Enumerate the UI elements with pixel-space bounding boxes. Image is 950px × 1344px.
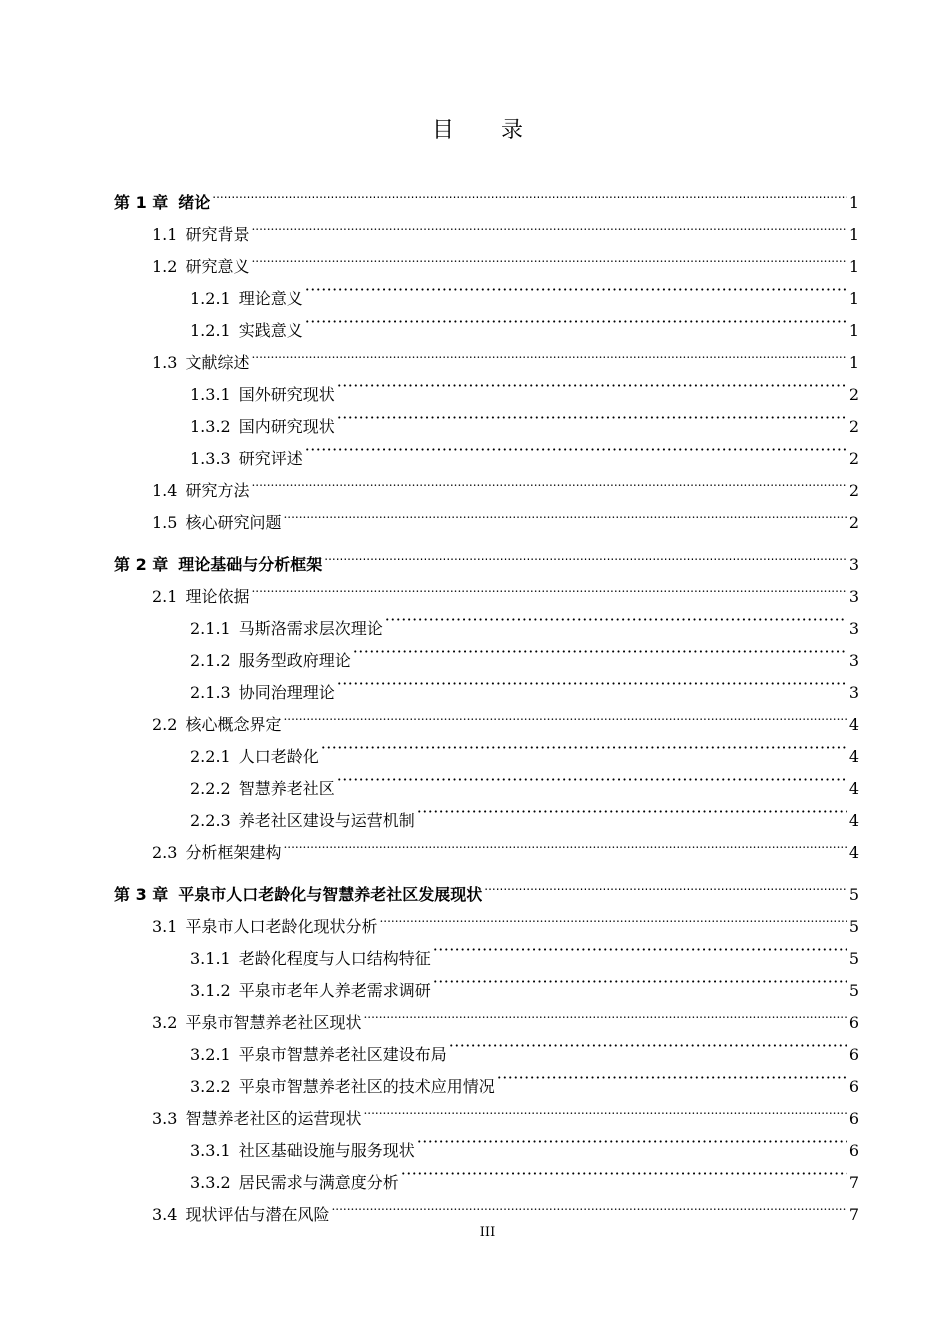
toc-dot-leader bbox=[251, 466, 846, 496]
toc-entry-page: 3 bbox=[848, 683, 859, 702]
toc-dot-leader bbox=[337, 764, 847, 794]
toc-dot-leader bbox=[251, 338, 846, 368]
toc-dot-leader bbox=[497, 1062, 847, 1092]
toc-entry-number: 1.2.1 bbox=[190, 289, 231, 308]
toc-entry-title: 老龄化程度与人口结构特征 bbox=[238, 949, 431, 968]
toc-entry-title: 核心概念界定 bbox=[185, 715, 282, 734]
toc-entry-1-4[interactable] bbox=[152, 466, 859, 500]
toc-entry-3-2-2[interactable] bbox=[190, 1062, 859, 1096]
toc-dot-leader bbox=[251, 572, 846, 602]
toc-entry-title: 社区基础设施与服务现状 bbox=[238, 1141, 415, 1160]
toc-entry-title: 分析框架建构 bbox=[185, 843, 282, 862]
toc-entry-3-2-1[interactable] bbox=[190, 1030, 859, 1064]
toc-entry-2-1-3[interactable] bbox=[190, 668, 859, 702]
toc-entry-page: 4 bbox=[848, 747, 859, 766]
toc-entry-title: 居民需求与满意度分析 bbox=[238, 1173, 399, 1192]
toc-entry-number: 2.2 bbox=[152, 715, 178, 734]
toc-dot-leader bbox=[251, 210, 846, 240]
toc-entry-number: 2.3 bbox=[152, 843, 178, 862]
toc-entry-title: 绪论 bbox=[178, 193, 211, 212]
toc-entry-title: 智慧养老社区的运营现状 bbox=[185, 1109, 362, 1128]
toc-entry-3-3-2[interactable] bbox=[190, 1158, 859, 1192]
toc-entry-page: 1 bbox=[848, 193, 859, 212]
toc-entry-title: 平泉市智慧养老社区的技术应用情况 bbox=[238, 1077, 495, 1096]
toc-dot-leader bbox=[337, 668, 847, 698]
toc-entry-number: 1.3.1 bbox=[190, 385, 231, 404]
toc-entry-title: 马斯洛需求层次理论 bbox=[238, 619, 383, 638]
toc-entry-title: 文献综述 bbox=[185, 353, 250, 372]
toc-entry-number: 1.5 bbox=[152, 513, 178, 532]
toc-entry-3-1-2[interactable] bbox=[190, 966, 859, 1000]
toc-entry-page: 5 bbox=[848, 917, 859, 936]
toc-dot-leader bbox=[417, 796, 847, 826]
toc-entry-page: 6 bbox=[848, 1141, 859, 1160]
toc-entry-number: 3.3.2 bbox=[190, 1173, 231, 1192]
toc-dot-leader bbox=[251, 242, 846, 272]
toc-entry-number: 3.1.2 bbox=[190, 981, 231, 1000]
page-number-footer: III bbox=[479, 1225, 496, 1240]
toc-entry-page: 2 bbox=[848, 417, 859, 436]
toc-dot-leader bbox=[305, 306, 847, 336]
toc-entry-number: 2.1.1 bbox=[190, 619, 231, 638]
toc-entry-number: 2.1.2 bbox=[190, 651, 231, 670]
toc-dot-leader bbox=[379, 902, 846, 932]
toc-entry-第2章[interactable] bbox=[114, 540, 859, 574]
toc-entry-2-2-3[interactable] bbox=[190, 796, 859, 830]
toc-entry-number: 1.3.2 bbox=[190, 417, 231, 436]
toc-entry-page: 1 bbox=[848, 257, 859, 276]
toc-entry-title: 国外研究现状 bbox=[238, 385, 335, 404]
toc-entry-number: 2.2.1 bbox=[190, 747, 231, 766]
toc-entry-3-4[interactable] bbox=[152, 1190, 859, 1224]
toc-entry-1-3-2[interactable] bbox=[190, 402, 859, 436]
toc-entry-number: 3.4 bbox=[152, 1205, 178, 1224]
toc-entry-page: 4 bbox=[848, 843, 859, 862]
toc-entry-page: 7 bbox=[848, 1205, 859, 1224]
toc-dot-leader bbox=[401, 1158, 847, 1188]
toc-entry-page: 4 bbox=[848, 811, 859, 830]
toc-entry-title: 核心研究问题 bbox=[185, 513, 282, 532]
toc-entry-title: 理论意义 bbox=[238, 289, 303, 308]
toc-entry-number: 3.3 bbox=[152, 1109, 178, 1128]
toc-entry-title: 国内研究现状 bbox=[238, 417, 335, 436]
toc-entry-1-3[interactable] bbox=[152, 338, 859, 372]
toc-dot-leader bbox=[331, 1190, 846, 1220]
toc-dot-leader bbox=[363, 1094, 846, 1124]
toc-entry-2-1[interactable] bbox=[152, 572, 859, 606]
toc-entry-page: 4 bbox=[848, 779, 859, 798]
toc-entry-title: 养老社区建设与运营机制 bbox=[238, 811, 415, 830]
toc-dot-leader bbox=[283, 498, 846, 528]
toc-entry-number: 第 3 章 bbox=[114, 885, 169, 904]
toc-entry-title: 理论依据 bbox=[185, 587, 250, 606]
toc-entry-title: 服务型政府理论 bbox=[238, 651, 351, 670]
toc-entry-page: 6 bbox=[848, 1109, 859, 1128]
toc-dot-leader bbox=[449, 1030, 847, 1060]
toc-entry-title: 现状评估与潜在风险 bbox=[185, 1205, 330, 1224]
toc-entry-page: 1 bbox=[848, 289, 859, 308]
toc-entry-number: 3.3.1 bbox=[190, 1141, 231, 1160]
toc-dot-leader bbox=[337, 402, 847, 432]
toc-entry-2-2-1[interactable] bbox=[190, 732, 859, 766]
toc-entry-number: 1.3 bbox=[152, 353, 178, 372]
toc-entry-page: 1 bbox=[848, 321, 859, 340]
toc-dot-leader bbox=[484, 870, 847, 900]
toc-entry-page: 3 bbox=[848, 555, 859, 574]
toc-entry-page: 5 bbox=[848, 949, 859, 968]
toc-entry-number: 3.1.1 bbox=[190, 949, 231, 968]
toc-dot-leader bbox=[433, 934, 847, 964]
toc-entry-title: 实践意义 bbox=[238, 321, 303, 340]
toc-entry-number: 2.2.2 bbox=[190, 779, 231, 798]
toc-entry-1-1[interactable] bbox=[152, 210, 859, 244]
toc-entry-2-3[interactable] bbox=[152, 828, 859, 862]
toc-entry-page: 3 bbox=[848, 587, 859, 606]
toc-entry-page: 3 bbox=[848, 619, 859, 638]
toc-entry-page: 4 bbox=[848, 715, 859, 734]
toc-dot-leader bbox=[324, 540, 847, 570]
toc-entry-page: 6 bbox=[848, 1045, 859, 1064]
toc-entry-number: 2.2.3 bbox=[190, 811, 231, 830]
toc-entry-2-1-1[interactable] bbox=[190, 604, 859, 638]
toc-entry-page: 2 bbox=[848, 449, 859, 468]
toc-entry-1-2-1[interactable] bbox=[190, 274, 859, 308]
toc-dot-leader bbox=[337, 370, 847, 400]
toc-entry-page: 2 bbox=[848, 513, 859, 532]
toc-entry-number: 1.2 bbox=[152, 257, 178, 276]
toc-entry-number: 3.2.1 bbox=[190, 1045, 231, 1064]
toc-entry-title: 研究方法 bbox=[185, 481, 250, 500]
toc-entry-title: 理论基础与分析框架 bbox=[178, 555, 323, 574]
toc-entry-page: 3 bbox=[848, 651, 859, 670]
toc-dot-leader bbox=[283, 828, 846, 858]
toc-dot-leader bbox=[305, 274, 847, 304]
toc-entry-2-2[interactable] bbox=[152, 700, 859, 734]
toc-entry-title: 平泉市人口老龄化与智慧养老社区发展现状 bbox=[178, 885, 483, 904]
toc-entry-page: 7 bbox=[848, 1173, 859, 1192]
toc-dot-leader bbox=[321, 732, 847, 762]
toc-entry-number: 2.1.3 bbox=[190, 683, 231, 702]
toc-entry-3-3-1[interactable] bbox=[190, 1126, 859, 1160]
toc-entry-number: 第 2 章 bbox=[114, 555, 169, 574]
toc-entry-page: 2 bbox=[848, 385, 859, 404]
toc-dot-leader bbox=[363, 998, 846, 1028]
toc-entry-3-2[interactable] bbox=[152, 998, 859, 1032]
toc-entry-1-3-1[interactable] bbox=[190, 370, 859, 404]
toc-entry-3-3[interactable] bbox=[152, 1094, 859, 1128]
toc-entry-number: 3.2 bbox=[152, 1013, 178, 1032]
toc-entry-1-5[interactable] bbox=[152, 498, 859, 532]
toc-entry-number: 3.1 bbox=[152, 917, 178, 936]
toc-entry-page: 5 bbox=[848, 885, 859, 904]
toc-entry-number: 1.3.3 bbox=[190, 449, 231, 468]
toc-dot-leader bbox=[385, 604, 847, 634]
toc-entry-number: 2.1 bbox=[152, 587, 178, 606]
toc-dot-leader bbox=[283, 700, 846, 730]
toc-entry-3-1-1[interactable] bbox=[190, 934, 859, 968]
toc-entry-title: 平泉市人口老龄化现状分析 bbox=[185, 917, 378, 936]
toc-entry-第3章[interactable] bbox=[114, 870, 859, 904]
toc-entry-3-1[interactable] bbox=[152, 902, 859, 936]
toc-entry-page: 5 bbox=[848, 981, 859, 1000]
toc-entry-number: 1.2.1 bbox=[190, 321, 231, 340]
toc-entry-page: 1 bbox=[848, 225, 859, 244]
toc-entry-title: 平泉市智慧养老社区现状 bbox=[185, 1013, 362, 1032]
toc-entry-title: 研究背景 bbox=[185, 225, 250, 244]
toc-entry-title: 人口老龄化 bbox=[238, 747, 319, 766]
toc-entry-title: 平泉市老年人养老需求调研 bbox=[238, 981, 431, 1000]
toc-entry-1-3-3[interactable] bbox=[190, 434, 859, 468]
toc-entry-title: 研究意义 bbox=[185, 257, 250, 276]
toc-entry-第1章[interactable] bbox=[114, 178, 859, 212]
toc-entry-title: 研究评述 bbox=[238, 449, 303, 468]
toc-entry-page: 6 bbox=[848, 1077, 859, 1096]
page-title: 目 录 bbox=[432, 118, 543, 143]
toc-entry-page: 2 bbox=[848, 481, 859, 500]
toc-dot-leader bbox=[212, 178, 847, 208]
toc-entry-title: 智慧养老社区 bbox=[238, 779, 335, 798]
toc-entry-page: 6 bbox=[848, 1013, 859, 1032]
toc-entry-number: 1.1 bbox=[152, 225, 178, 244]
toc-entry-number: 1.4 bbox=[152, 481, 178, 500]
toc-dot-leader bbox=[353, 636, 847, 666]
toc-dot-leader bbox=[417, 1126, 847, 1156]
toc-dot-leader bbox=[433, 966, 847, 996]
toc-entry-2-1-2[interactable] bbox=[190, 636, 859, 670]
toc-entry-number: 3.2.2 bbox=[190, 1077, 231, 1096]
toc-entry-1-2-1[interactable] bbox=[190, 306, 859, 340]
toc-entry-1-2[interactable] bbox=[152, 242, 859, 276]
toc-entry-2-2-2[interactable] bbox=[190, 764, 859, 798]
toc-entry-page: 1 bbox=[848, 353, 859, 372]
toc-entry-title: 协同治理理论 bbox=[238, 683, 335, 702]
toc-entry-title: 平泉市智慧养老社区建设布局 bbox=[238, 1045, 447, 1064]
toc-dot-leader bbox=[305, 434, 847, 464]
toc-entry-number: 第 1 章 bbox=[114, 193, 169, 212]
